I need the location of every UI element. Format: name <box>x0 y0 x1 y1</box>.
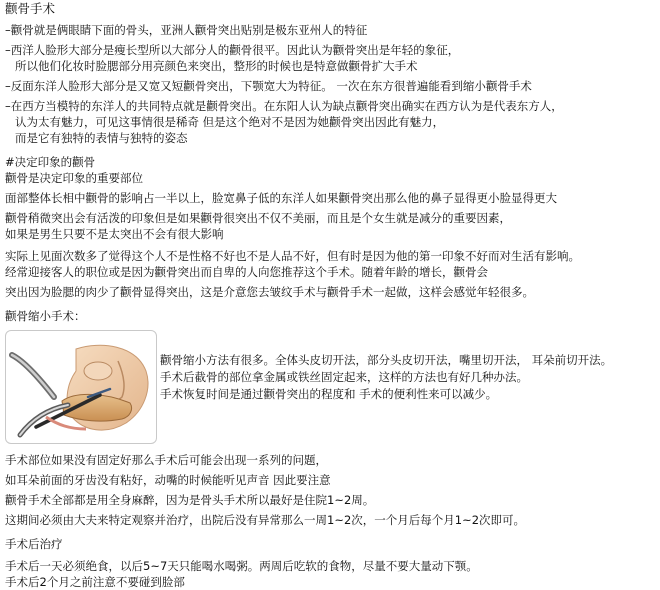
intro-line-5: –在西方当模特的东洋人的共同特点就是颧骨突出。在东阳人认为缺点颧骨突出确实在西方认为是代表东方人， <box>5 99 563 113</box>
section-heading-aftercare: 手术后治疗 <box>5 537 63 551</box>
para3-line-3: 颧骨手术全部都是用全身麻醉，因为是骨头手术所以最好是住院1~2周。 <box>5 493 375 507</box>
para3-line-4: 这期间必须由大夫来特定观察并治疗，出院后没有异常那么一周1~2次，一个月后每个月1~2次即可。 <box>5 513 526 527</box>
para1-line-3: 如果是男生只要不是太突出不会有很大影响 <box>5 227 224 241</box>
figure-text-line-2: 手术后截骨的部位拿金属或铁丝固定起来，这样的方法也有好几种办法。 <box>160 370 528 384</box>
figure-text-line-3: 手术恢复时间是通过颧骨突出的程度和 手术的便利性来可以减少。 <box>160 387 498 401</box>
zygoma-surgery-illustration <box>5 330 157 444</box>
para4-line-1: 手术后一天必须绝食，以后5~7天只能喝水喝粥。两周后吃软的食物，尽量不要大量动下颚。 <box>5 559 478 573</box>
intro-line-1: –颧骨就是俩眼睛下面的骨头，亚洲人颧骨突出贴别是极东亚州人的特征 <box>5 23 368 37</box>
para3-line-2: 如耳朵前面的牙齿没有粘好，动嘴的时候能听见声音 因此要注意 <box>5 473 331 487</box>
surgery-diagram-icon <box>6 331 156 443</box>
figure-text-line-1: 颧骨缩小方法有很多。全体头皮切开法，部分头皮切开法，嘴里切开法， 耳朵前切开法。 <box>160 353 613 367</box>
intro-line-4: –反面东洋人脸形大部分是又宽又短颧骨突出，下颚宽大为特征。 一次在东方很普遍能看到缩小颧骨手术 <box>5 79 532 93</box>
para2-line-2: 经常迎接客人的职位或是因为颧骨突出而自卑的人向您推荐这个手术。随着年龄的增长，颧骨会 <box>5 265 488 279</box>
para4-line-2: 手术后2个月之前注意不要碰到脸部 <box>5 575 185 589</box>
section-heading-impression: #决定印象的颧骨 <box>5 155 96 169</box>
para2-line-1: 实际上见面次数多了觉得这个人不是性格不好也不是人品不好，但有时是因为他的第一印象不好而对生活有影响。 <box>5 249 580 263</box>
article <box>5 0 657 590</box>
figure-block <box>5 330 657 448</box>
para2-line-3: 突出因为脸腮的肉少了颧骨显得突出，这是介意您去皱纹手术与颧骨手术一起做，这样会感觉年轻很多。 <box>5 285 534 299</box>
intro-line-2: –西洋人脸形大部分是瘦长型所以大部分人的颧骨很平。因此认为颧骨突出是年轻的象征， <box>5 43 460 57</box>
para3-line-1: 手术部位如果没有固定好那么手术后可能会出现一系列的问题， <box>5 453 327 467</box>
figure-caption <box>160 352 612 403</box>
para1-line-1: 面部整体长相中颧骨的影响占一半以上，脸宽鼻子低的东洋人如果颧骨突出那么他的鼻子显得更小脸显得更大 <box>5 191 557 205</box>
intro-line-6: 认为太有魅力，可见这事情很是稀奇 但是这个绝对不是因为她颧骨突出因此有魅力， <box>15 115 445 129</box>
intro-line-7: 而是它有独特的表情与独特的姿态 <box>15 131 188 145</box>
para1-line-2: 颧骨稍微突出会有活泼的印象但是如果颧骨很突出不仅不美丽，而且是个女生就是减分的重要因素， <box>5 211 511 225</box>
article-title: 颧骨手术 <box>5 1 56 16</box>
section-subheading: 颧骨是决定印象的重要部位 <box>5 171 143 185</box>
intro-line-3: 所以他们化妆时脸腮部分用亮颜色来突出，整形的时候也是特意做颧骨扩大手术 <box>15 59 418 73</box>
section-heading-reduction: 颧骨缩小手术： <box>5 309 86 323</box>
